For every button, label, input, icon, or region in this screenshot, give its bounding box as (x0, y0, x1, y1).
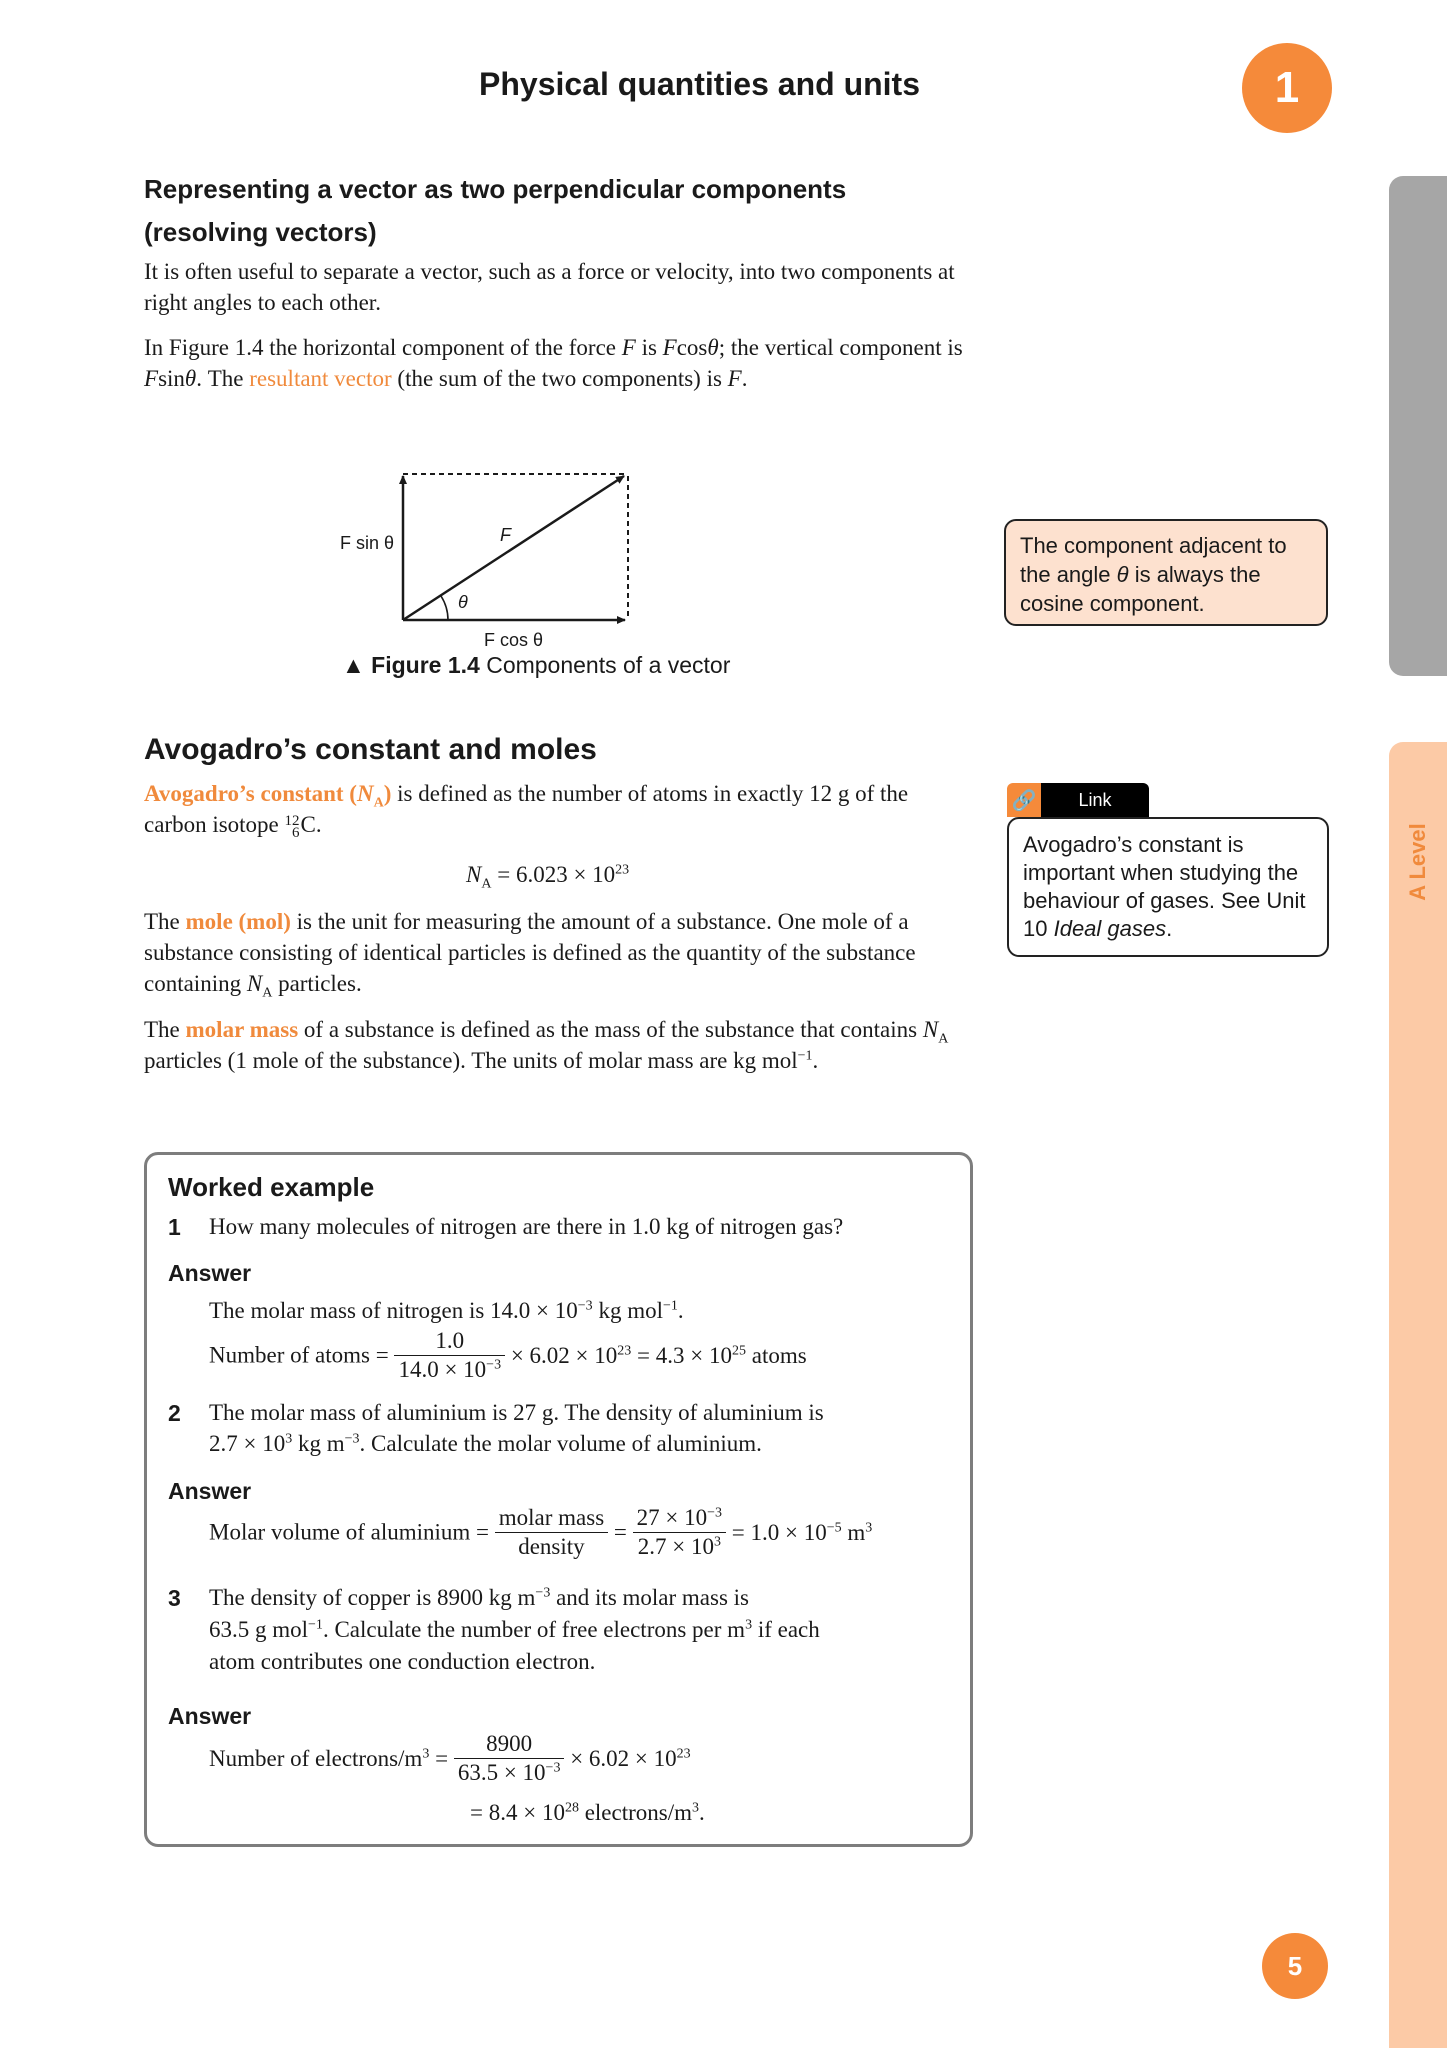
question-number-3: 3 (168, 1585, 181, 1611)
answer-label-2: Answer (168, 1478, 252, 1504)
margin-note-link (1007, 817, 1329, 957)
question-1-text: How many molecules of nitrogen are there in 1.0 kg of nitrogen gas? (209, 1214, 844, 1239)
answer-label-1: Answer (168, 1260, 252, 1286)
margin-note-cosine (1004, 519, 1328, 626)
link-tab (1007, 783, 1149, 817)
caption-figure-number: Figure 1.4 (371, 652, 480, 678)
vector-diagram (330, 462, 660, 652)
q1-answer-line-1: The molar mass of nitrogen is $14.0 \times 10^{-3}$ kg mol$^{-1}$. (209, 1298, 684, 1323)
isotope-notation: 12 6 (284, 812, 300, 841)
section-heading-resolving-vectors (144, 168, 964, 254)
answer-label-3: Answer (168, 1703, 252, 1729)
label-theta: θ (458, 592, 468, 612)
q3-fraction: $\frac{8900}{63.5 \times 10^{-3}}$ (454, 1731, 565, 1786)
side-tab-label-text: A Level (1405, 823, 1430, 901)
section-heading-avogadro: Avogadro’s constant and moles (144, 733, 597, 766)
q2-answer-line: Molar volume of aluminium = $\frac{\text{molar mass}}{\text{density}}$ = $\frac{27 \times 10^{-3}}{2.7 \times 10^3}$ = $1.0 \times 10^{-5}$ $m^3$ (209, 1505, 873, 1559)
equation-avogadro: $N_A = 6.023 \times 10^{23}$ (466, 862, 630, 892)
resultant-arrow (403, 476, 624, 620)
key-term-avogadro-constant: Avogadro’s constant $(N_A)$ (144, 781, 392, 811)
q2-fraction-values: $\frac{27 \times 10^{-3}}{2.7 \times 10^3}$ (633, 1505, 726, 1560)
margin-note-link-text: Avogadro’s constant is important when studying the behaviour of gases. See Unit 10 Ideal gases. (1023, 832, 1306, 941)
paragraph-figure-reference: In Figure 1.4 the horizontal component of the force F is Fcosθ; the vertical component is Fsinθ. The resultant vector (the sum of the two components) is F. (144, 335, 963, 391)
margin-note-cosine-text: The component adjacent to the angle θ is always the cosine component. (1020, 533, 1287, 616)
caption-text: Components of a vector (486, 652, 731, 678)
chapter-title: Physical quantities and units (479, 66, 920, 102)
question-3-line-1: The density of copper is 8900 kg $m^{-3}$ and its molar mass is (209, 1585, 750, 1610)
side-tab-label (1389, 742, 1447, 982)
paragraph-mole-definition: The mole (mol) is the unit for measuring the amount of a substance. One mole of a substance consisting of identical particles is defined as the quantity of the substance containing $N_A$ particles. (144, 909, 916, 1001)
question-2-line-2: $2.7 \times 10^3$ kg $m^{-3}$. Calculate the molar volume of aluminium. (209, 1431, 762, 1456)
label-fcos: F cos θ (484, 630, 544, 650)
caption-marker: ▲ (342, 652, 365, 678)
figure-vector-components (330, 462, 660, 657)
chapter-number-badge: 1 (1242, 43, 1332, 133)
worked-example-title: Worked example (168, 1172, 375, 1202)
side-tab-grey (1389, 176, 1447, 676)
question-2-line-1: The molar mass of aluminium is 27 g. The density of aluminium is (209, 1400, 824, 1425)
angle-arc (441, 596, 448, 620)
paragraph-resolving-intro: It is often useful to separate a vector, such as a force or velocity, into two components at right angles to each other. (144, 259, 955, 315)
q1-fraction: $\frac{1.0}{14.0 \times 10^{-3}}$ (394, 1328, 505, 1383)
link-label: Link (1041, 783, 1149, 817)
key-term-mole: mole (mol) (185, 909, 291, 934)
q1-answer-line-2: Number of atoms = $\frac{1.0}{14.0 \times 10^{-3}}$ × $6.02 \times 10^{23} = 4.3 \times 10^{25}$ atoms (209, 1328, 807, 1382)
question-3-line-2: 63.5 g mol$^{-1}$. Calculate the number of free electrons per $m^3$ if each (209, 1617, 820, 1642)
key-term-molar-mass: molar mass (185, 1017, 299, 1042)
question-number-1: 1 (168, 1214, 181, 1240)
q3-answer-line-2: = $8.4 \times 10^{28}$ electrons/$m^3$. (470, 1800, 705, 1825)
question-number-2: 2 (168, 1400, 181, 1426)
figure-caption (342, 652, 730, 679)
heading-line-2: (resolving vectors) (144, 217, 377, 247)
label-f: F (500, 525, 511, 545)
key-term-resultant-vector: resultant vector (249, 366, 392, 391)
paragraph-molar-mass: The molar mass of a substance is defined as the mass of the substance that contains $N_A$ particles (1 mole of the substance). The units of molar mass are kg mol$^{-1}$. (144, 1017, 949, 1073)
label-fsin: F sin θ (340, 533, 395, 553)
question-3-line-3: atom contributes one conduction electron. (209, 1649, 596, 1674)
heading-line-1: Representing a vector as two perpendicular components (144, 174, 847, 204)
q2-fraction-words: $\frac{\text{molar mass}}{\text{density}}$ (495, 1505, 608, 1560)
link-icon: 🔗 (1007, 783, 1041, 817)
paragraph-avogadro-definition: Avogadro’s constant $(N_A)$ is defined as the number of atoms in exactly 12 g of the carbon isotope 12 6 C. (144, 781, 909, 841)
q3-answer-line-1: Number of electrons/$m^3$ = $\frac{8900}{63.5 \times 10^{-3}}$ × $6.02 \times 10^{23}$ (209, 1731, 691, 1785)
page-number: 5 (1262, 1933, 1328, 1999)
